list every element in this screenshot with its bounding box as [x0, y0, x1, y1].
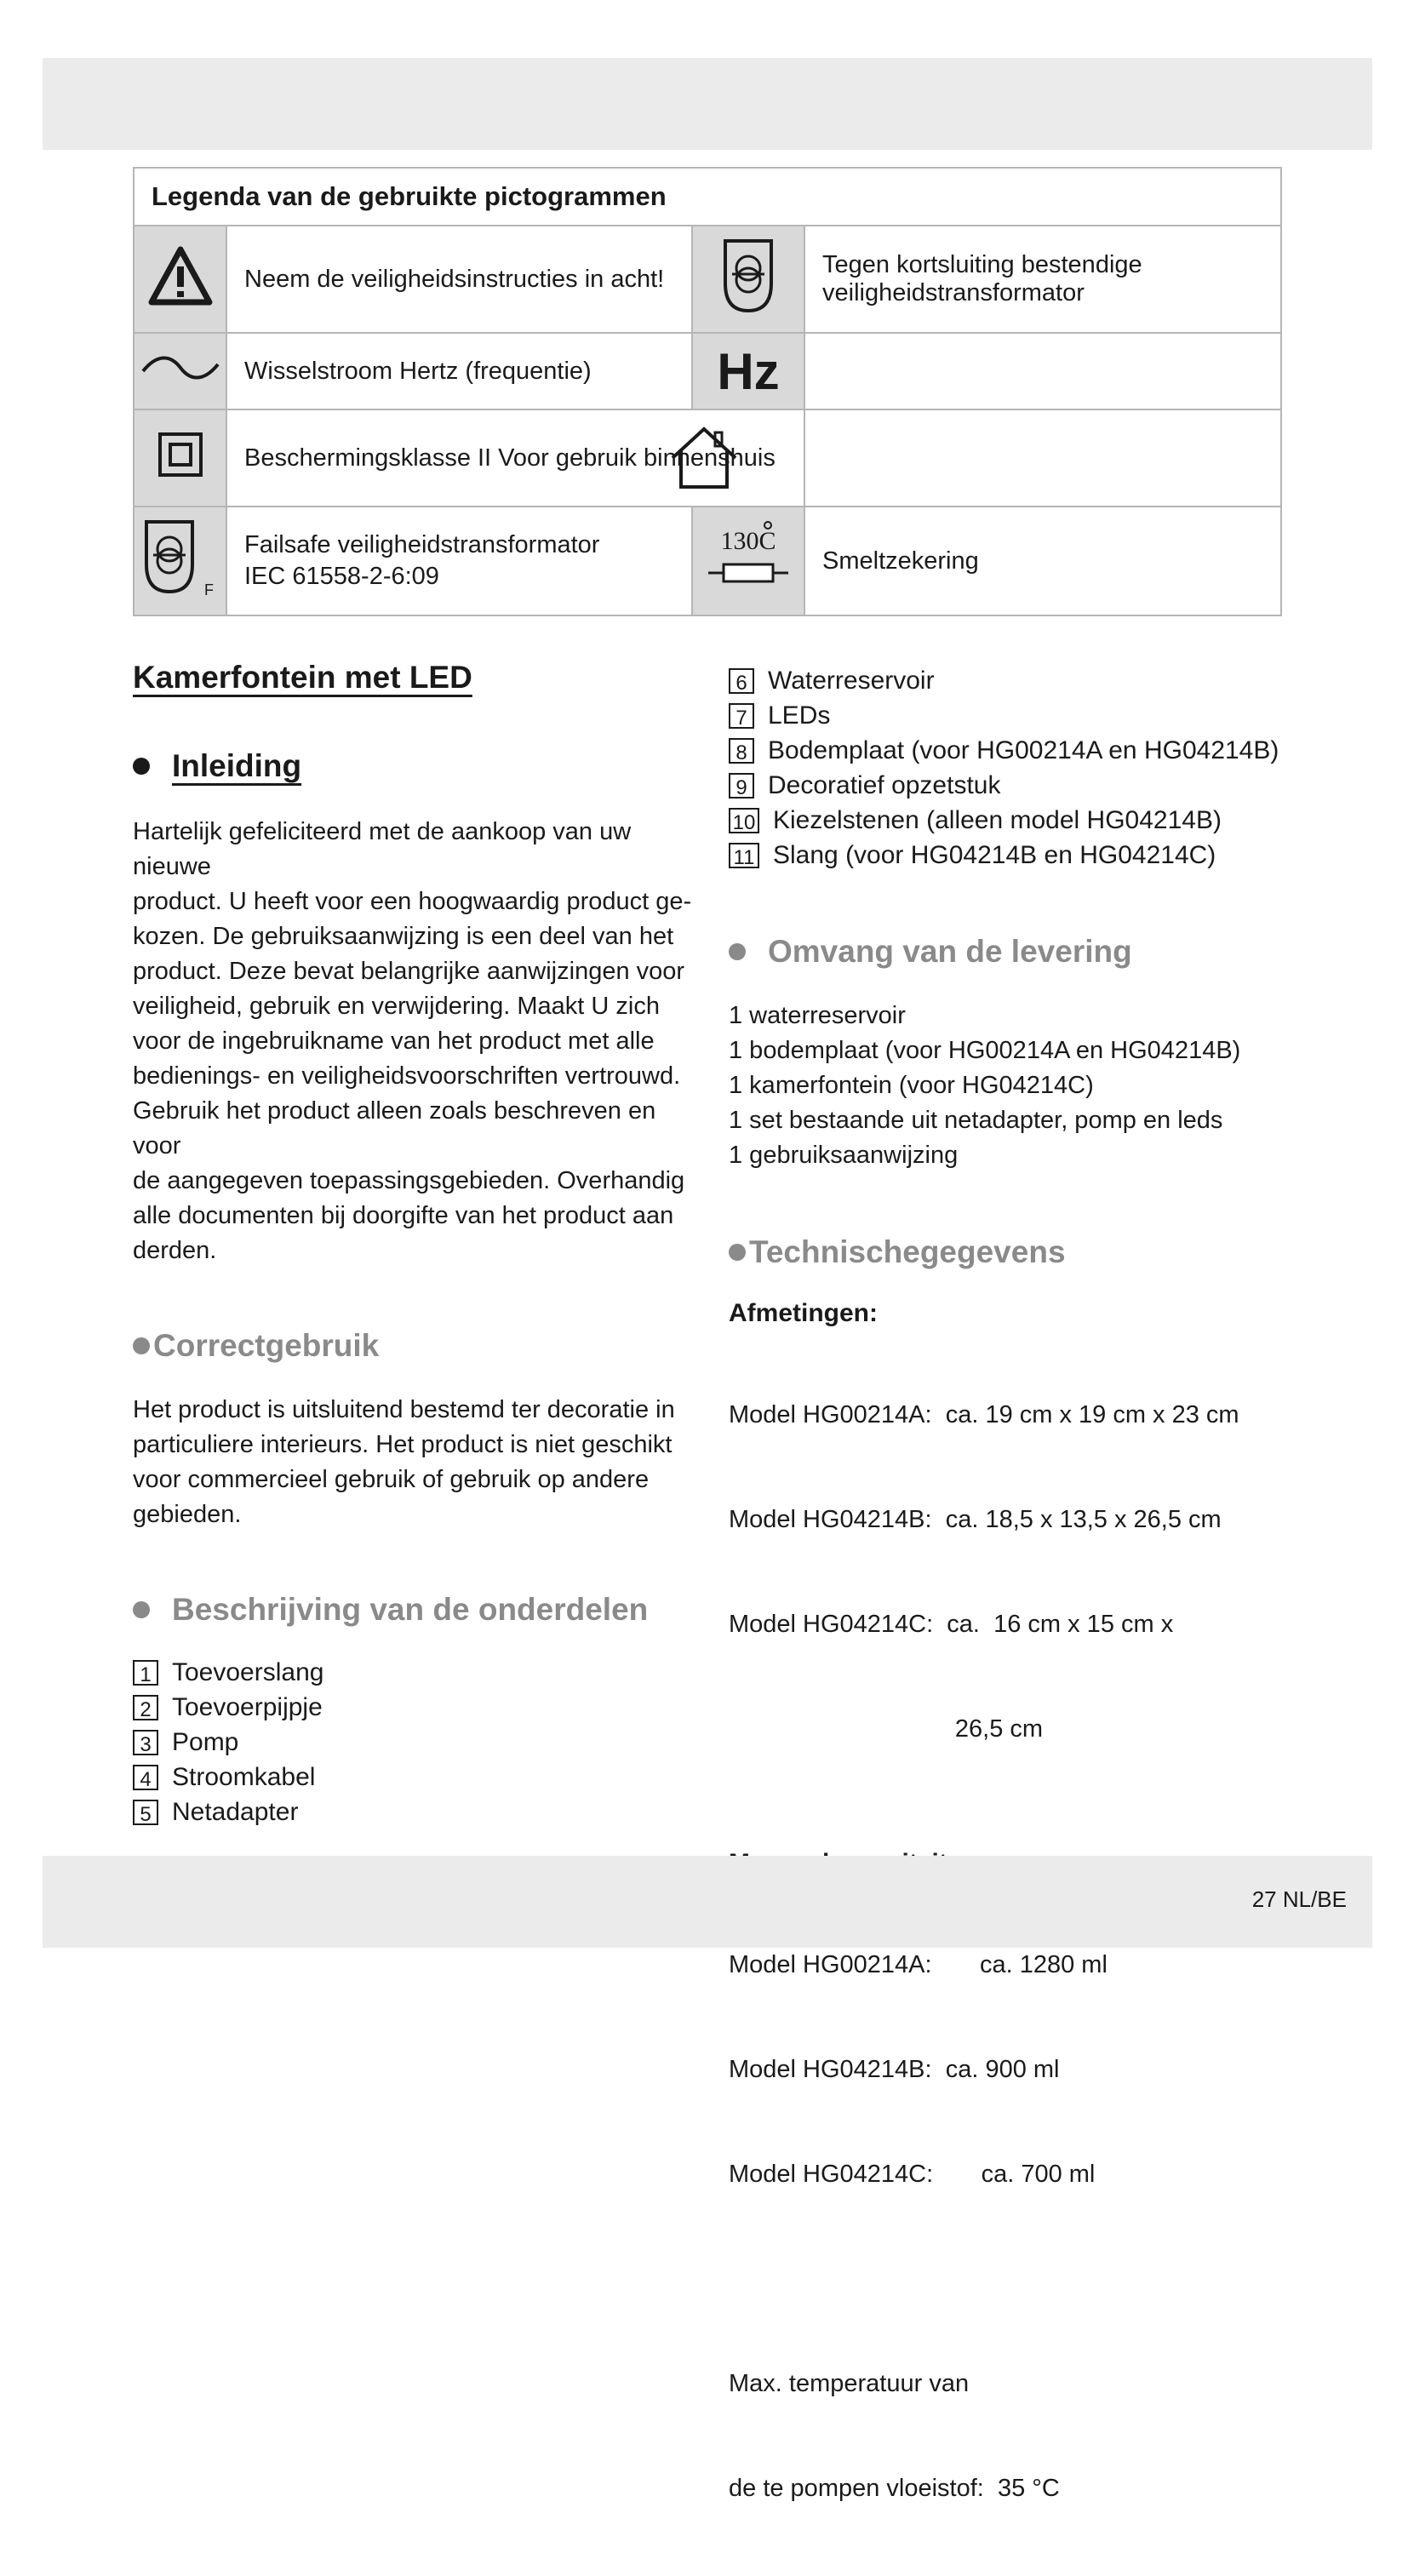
- intro-line: de aangegeven toepassingsgebieden. Overhandig: [133, 1167, 685, 1194]
- part-label: Bodemplaat (voor HG00214A en HG04214B): [768, 736, 1279, 764]
- hertz-icon-text: Hz: [717, 342, 780, 400]
- list-item: [133, 1655, 695, 1690]
- legend-text-failsafe-l1: Failsafe veiligheidstransformator: [244, 531, 600, 558]
- list-item: 1 set bestaande uit netadapter, pomp en leds: [729, 1107, 1223, 1134]
- legend-text-failsafe-l2: IEC 61558-2-6:09: [244, 563, 439, 590]
- legend-text-fuse: Smeltzekering: [804, 507, 1281, 615]
- alternating-current-icon: [134, 333, 226, 409]
- part-number: 2: [133, 1695, 158, 1720]
- part-label: LEDs: [768, 701, 831, 730]
- legend-empty-1: [804, 333, 1281, 409]
- part-label: Toevoerpijpje: [172, 1693, 323, 1721]
- spec-line: Model HG00214A: ca. 1280 ml: [729, 1951, 1108, 1978]
- use-line: Het product is uitsluitend bestemd ter decoratie in: [133, 1396, 675, 1423]
- spec-line: Model HG00214A: ca. 19 cm x 19 cm x 23 cm: [729, 1401, 1239, 1428]
- list-item: [133, 1760, 695, 1795]
- part-number: 11: [729, 843, 759, 868]
- parts-list-right: [729, 663, 1325, 873]
- legend-empty-2: [804, 409, 1281, 507]
- intro-line: product. U heeft voor een hoogwaardig product ge-: [133, 888, 692, 915]
- delivery-heading-text: Omvang van de levering: [768, 934, 1132, 969]
- footer-band: [43, 1856, 1372, 1948]
- part-label: Waterreservoir: [768, 667, 935, 695]
- part-number: 4: [133, 1765, 158, 1790]
- correct-use-heading-text: Correctgebruik: [153, 1328, 380, 1363]
- left-column: [133, 660, 695, 1829]
- part-label: Decoratief opzetstuk: [768, 771, 1001, 799]
- use-line: particuliere interieurs. Het product is niet geschikt: [133, 1431, 673, 1458]
- part-label: Pomp: [172, 1728, 239, 1756]
- failsafe-transformer-icon: [134, 507, 226, 615]
- dimensions-block: [729, 1328, 1325, 1817]
- intro-line: Gebruik het product alleen zoals beschreven en voor: [133, 1097, 656, 1159]
- page-number: 27 NL/BE: [1251, 1886, 1347, 1912]
- list-item: 1 kamerfontein (voor HG04214C): [729, 1072, 1094, 1099]
- bullet-dot-icon: [133, 1337, 150, 1354]
- list-item: 1 bodemplaat (voor HG00214A en HG04214B): [729, 1037, 1241, 1064]
- spec-line: Model HG04214B: ca. 900 ml: [729, 2056, 1060, 2083]
- intro-heading-text: Inleiding: [172, 748, 302, 783]
- parts-list-left: [133, 1655, 695, 1829]
- use-line: gebieden.: [133, 1501, 242, 1528]
- pictogram-legend-table: [133, 167, 1282, 616]
- spec-line: de te pompen vloeistof: 35 °C: [729, 2475, 1060, 2502]
- intro-line: veiligheid, gebruik en verwijdering. Maakt U zich: [133, 993, 660, 1020]
- list-item: [729, 768, 1325, 803]
- bullet-dot-icon: [729, 943, 746, 960]
- list-item: [133, 1690, 695, 1725]
- tech-heading-text: Technischegegevens: [749, 1234, 1066, 1269]
- intro-line: Hartelijk gefeliciteerd met de aankoop van uw nieuwe: [133, 818, 632, 880]
- intro-line: product. Deze bevat belangrijke aanwijzingen voor: [133, 958, 685, 985]
- part-number: 7: [729, 703, 754, 729]
- spec-line: Model HG04214C: ca. 700 ml: [729, 2161, 1096, 2188]
- list-item: [729, 803, 1325, 838]
- spec-line: Model HG04214B: ca. 18,5 x 13,5 x 26,5 cm: [729, 1506, 1222, 1533]
- short-circuit-transformer-icon: [692, 226, 804, 333]
- intro-line: bedienings- en veiligheidsvoorschriften vertrouwd.: [133, 1062, 681, 1090]
- spec-line: Max. temperatuur van: [729, 2370, 970, 2397]
- list-item: [133, 1795, 695, 1829]
- failsafe-f-label: F: [203, 581, 214, 598]
- legend-text-class-ii: [226, 409, 804, 507]
- part-number: 1: [133, 1660, 158, 1686]
- part-label: Stroomkabel: [172, 1763, 316, 1791]
- part-label: Kiezelstenen (alleen model HG04214B): [773, 806, 1222, 834]
- part-label: Netadapter: [172, 1798, 299, 1826]
- list-item: [133, 1725, 695, 1760]
- temperature-block: [729, 2297, 1325, 2576]
- right-column: [729, 663, 1325, 2576]
- parts-heading: [133, 1592, 695, 1628]
- correct-use-heading: [133, 1328, 695, 1364]
- part-number: 5: [133, 1800, 158, 1825]
- legend-title: Legenda van de gebruikte pictogrammen: [134, 168, 1281, 226]
- product-title: Kamerfontein met LED: [133, 660, 472, 695]
- part-label: Toevoerslang: [172, 1658, 324, 1686]
- legend-text-failsafe: [226, 507, 692, 615]
- legend-text-short-circuit: Tegen kortsluiting bestendige veiligheidstransformator: [804, 226, 1281, 333]
- spec-line: Model HG04214C: ca. 16 cm x 15 cm x: [729, 1611, 1174, 1638]
- intro-line: kozen. De gebruiksaanwijzing is een deel van het: [133, 923, 674, 950]
- hertz-icon: [692, 333, 804, 409]
- bullet-dot-icon: [133, 758, 150, 775]
- list-item: [729, 733, 1325, 768]
- intro-paragraph: [133, 815, 695, 1268]
- use-line: voor commercieel gebruik of gebruik op andere: [133, 1466, 650, 1493]
- part-number: 6: [729, 668, 754, 694]
- warning-triangle-icon: [134, 226, 226, 333]
- intro-line: derden.: [133, 1237, 217, 1264]
- list-item: [729, 698, 1325, 733]
- intro-heading: [133, 748, 695, 784]
- protection-class-ii-icon: [134, 409, 226, 507]
- delivery-heading: [729, 934, 1325, 970]
- bullet-dot-icon: [729, 1244, 746, 1261]
- part-number: 9: [729, 773, 754, 799]
- legend-text-ac: Wisselstroom Hertz (frequentie): [226, 333, 692, 409]
- intro-line: alle documenten bij doorgifte van het product aan: [133, 1202, 674, 1229]
- correct-use-paragraph: [133, 1393, 695, 1532]
- tech-heading: [729, 1234, 1325, 1270]
- part-label: Slang (voor HG04214B en HG04214C): [773, 841, 1216, 869]
- list-item: [729, 838, 1325, 873]
- part-number: 8: [729, 738, 754, 764]
- list-item: [729, 663, 1325, 698]
- legend-text-class-ii-label: Beschermingsklasse II Voor gebruik binnenshuis: [244, 444, 776, 472]
- list-item: 1 waterreservoir: [729, 1002, 906, 1029]
- part-number: 3: [133, 1730, 158, 1755]
- dimensions-heading: Afmetingen:: [729, 1299, 878, 1327]
- parts-heading-text: Beschrijving van de onderdelen: [172, 1592, 649, 1627]
- thermal-fuse-temp: 130C: [720, 527, 776, 555]
- bullet-dot-icon: [133, 1601, 150, 1618]
- header-band: [43, 58, 1372, 150]
- intro-line: voor de ingebruikname van het product met alle: [133, 1028, 655, 1055]
- list-item: 1 gebruiksaanwijzing: [729, 1142, 959, 1169]
- spec-line: 26,5 cm: [729, 1715, 1044, 1743]
- part-number: 10: [729, 808, 759, 833]
- thermal-fuse-icon: [692, 507, 804, 615]
- legend-text-safety: Neem de veiligheidsinstructies in acht!: [226, 226, 692, 333]
- delivery-list: [729, 999, 1325, 1173]
